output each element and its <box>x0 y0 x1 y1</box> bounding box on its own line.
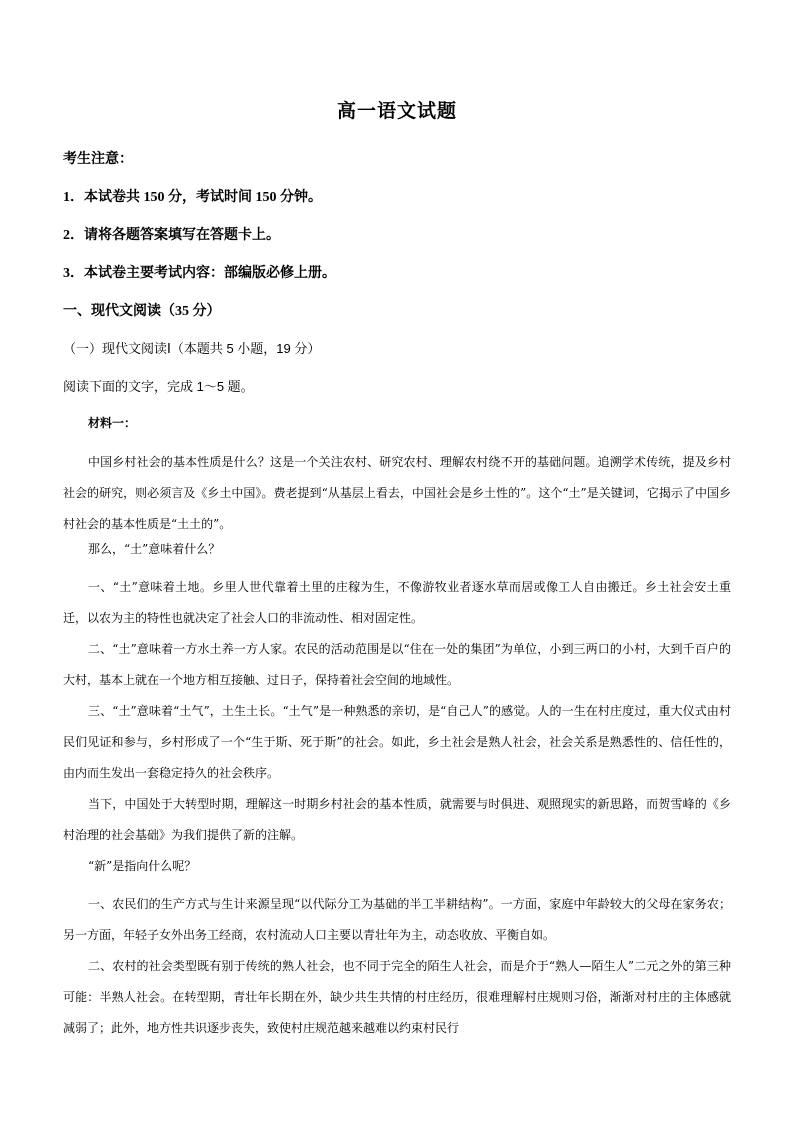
body-paragraph: 当下，中国处于大转型时期，理解这一时期乡村社会的基本性质，就需要与时俱进、观照现实的新思路，而贺雪峰的《乡村治理的社会基础》为我们提供了新的注解。 <box>63 797 731 842</box>
body-paragraph: 一、农民们的生产方式与生计来源呈现“以代际分工为基础的半工半耕结构”。一方面，家庭中年龄较大的父母在家务农；另一方面，年轻子女外出务工经商，农村流动人口主要以青壮年为主，动态收放、平衡自如。 <box>63 897 731 942</box>
body-paragraph: 中国乡村社会的基本性质是什么？这是一个关注农村、研究农村、理解农村绕不开的基础问题。追溯学术传统，提及乡村社会的研究，则必须言及《乡土中国》。费老提到“从基层上看去，中国社会是乡土性的”。这个“土”是关键词，它揭示了中国乡村社会的基本性质是“土土的”。 <box>63 455 731 531</box>
body-paragraph: 那么，“土”意味着什么？ <box>88 542 221 556</box>
body-paragraph: 二、“土”意味着一方水土养一方人家。农民的活动范围是以“住在一处的集团”为单位，小到三两口的小村，大到千百户的大村，基本上就在一个地方相互接触、过日子，保持着社会空间的地域性。 <box>63 642 731 687</box>
notice-item-3: 3．本试卷主要考试内容：部编版必修上册。 <box>63 266 336 281</box>
body-paragraph: 三、“土”意味着“土气”，土生土长。“土气”是一种熟悉的亲切，是“自己人”的感觉。人的一生在村庄度过，重大仪式由村民们见证和参与，乡村形成了一个“生于斯、死于斯”的社会。如此，乡土社会是熟人社会，社会关系是熟悉性的、信任性的，由内而生发出一套稳定持久的社会秩序。 <box>63 704 731 780</box>
section-heading: 一、现代文阅读（35 分） <box>63 304 221 319</box>
notice-item-2: 2．请将各题答案填写在答题卡上。 <box>63 228 280 243</box>
subsection-heading: （一）现代文阅读Ⅰ（本题共 5 小题，19 分） <box>63 341 321 356</box>
body-paragraph: 一、“土”意味着土地。乡里人世代靠着土里的庄稼为生，不像游牧业者逐水草而居或像工人自由搬迁。乡土社会安土重迁，以农为主的特性也就决定了社会人口的非流动性、相对固定性。 <box>63 580 731 625</box>
instruction-text: 阅读下面的文字，完成 1～5 题。 <box>63 379 254 394</box>
body-paragraph: 二、农村的社会类型既有别于传统的熟人社会，也不同于完全的陌生人社会，而是介于“熟人—陌生人”二元之外的第三种可能：半熟人社会。在转型期，青壮年长期在外，缺少共生共情的村庄经历，很难理解村庄规则习俗，渐渐对村庄的主体感就减弱了；此外，地方性共识逐步丧失，致使村庄规范越来越难以约束村民行 <box>63 959 731 1035</box>
material-label: 材料一： <box>88 416 137 430</box>
notice-heading: 考生注意： <box>63 152 133 167</box>
body-paragraph: “新”是指向什么呢？ <box>88 859 197 873</box>
notice-item-1: 1．本试卷共 150 分，考试时间 150 分钟。 <box>63 190 322 205</box>
page-title: 高一语文试题 <box>336 100 457 122</box>
